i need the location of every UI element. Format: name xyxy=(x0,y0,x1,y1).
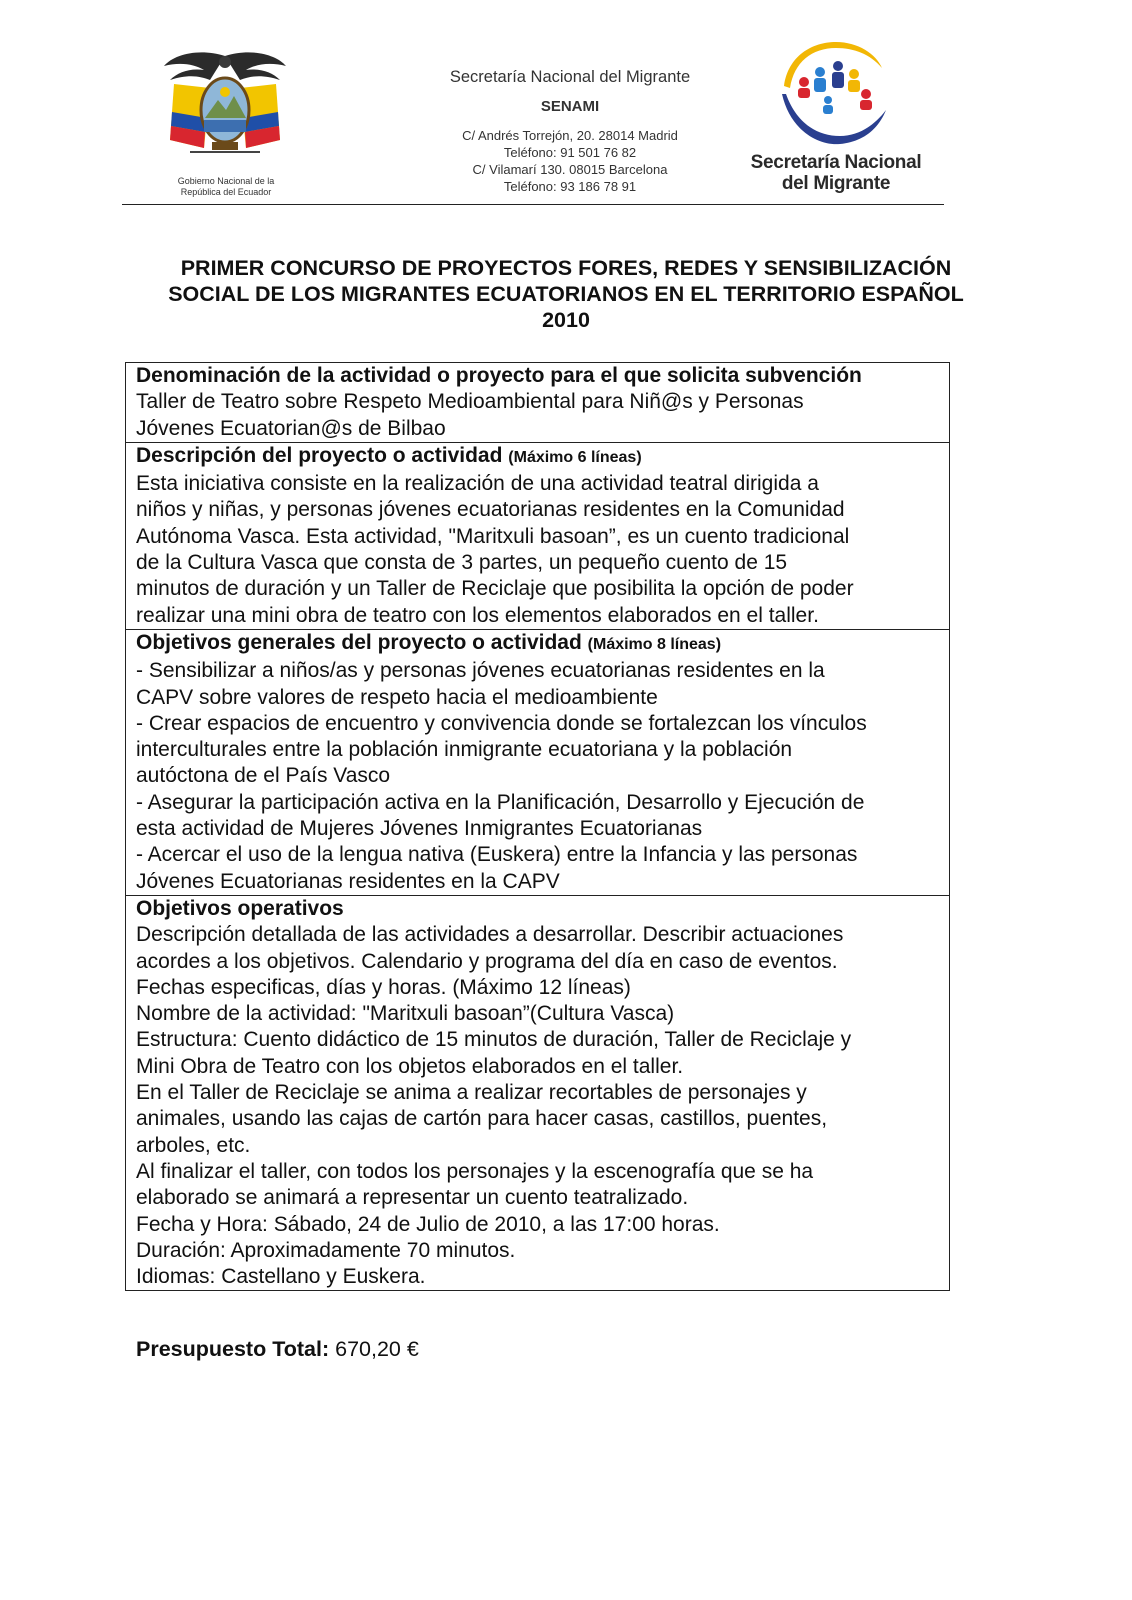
section-line: arboles, etc. xyxy=(136,1133,251,1157)
total-budget xyxy=(136,1336,419,1362)
section-line: En el Taller de Reciclaje se anima a realizar recortables de personajes y xyxy=(136,1081,807,1105)
address-line: C/ Vilamarí 130. 08015 Barcelona xyxy=(472,162,668,177)
section-line: Mini Obra de Teatro con los objetos elaborados en el taller. xyxy=(136,1054,684,1078)
section-line: Jóvenes Ecuatorianas residentes en la CAPV xyxy=(136,869,560,893)
section-heading-text: Objetivos operativos xyxy=(136,896,344,920)
section-line: Taller de Teatro sobre Respeto Medioambiental para Niñ@s y Personas xyxy=(136,390,804,414)
logo-wordmark-line: Secretaría Nacional xyxy=(750,152,922,173)
section-line: Jóvenes Ecuatorian@s de Bilbao xyxy=(136,416,446,440)
crest-caption-line: República del Ecuador xyxy=(180,187,272,197)
address-line: Teléfono: 93 186 78 91 xyxy=(503,179,637,194)
section-heading-text: Descripción del proyecto o actividad xyxy=(136,443,503,467)
budget-label: Presupuesto Total: xyxy=(136,1337,330,1361)
section-heading-text: Objetivos generales del proyecto o actividad xyxy=(136,630,582,654)
organization-acronym: SENAMI xyxy=(540,98,600,115)
logo-wordmark xyxy=(748,152,924,194)
section-line: Autónoma Vasca. Esta actividad, "Maritxuli basoan”, es un cuento tradicional xyxy=(136,524,850,548)
section-activity-name xyxy=(126,363,949,442)
title-line: 2010 xyxy=(542,308,590,332)
section-line: Al finalizar el taller, con todos los personajes y la escenografía que se ha xyxy=(136,1159,814,1183)
address-line: Teléfono: 91 501 76 82 xyxy=(503,145,637,160)
section-line: - Sensibilizar a niños/as y personas jóvenes ecuatorianas residentes en la xyxy=(136,659,825,683)
section-line: elaborado se animará a representar un cuento teatralizado. xyxy=(136,1186,689,1210)
section-line: de la Cultura Vasca que consta de 3 partes, un pequeño cuento de 15 xyxy=(136,551,788,575)
section-limit-note: (Máximo 8 líneas) xyxy=(587,635,722,653)
section-description xyxy=(126,442,949,629)
section-heading xyxy=(136,363,939,389)
section-line: minutos de duración y un Taller de Reciclaje que posibilita la opción de poder xyxy=(136,577,854,601)
application-form xyxy=(125,362,950,1291)
section-line: - Asegurar la participación activa en la Planificación, Desarrollo y Ejecución de xyxy=(136,790,865,814)
ecuador-coat-of-arms-icon xyxy=(160,48,290,160)
section-line: Descripción detallada de las actividades a desarrollar. Describir actuaciones xyxy=(136,923,844,947)
section-line: Fecha y Hora: Sábado, 24 de Julio de 2010, a las 17:00 horas. xyxy=(136,1212,720,1236)
document-title xyxy=(122,255,1010,333)
address-block xyxy=(400,127,740,195)
section-heading xyxy=(136,630,939,658)
section-line: Estructura: Cuento didáctico de 15 minutos de duración, Taller de Reciclaje y xyxy=(136,1028,852,1052)
section-line: - Crear espacios de encuentro y convivencia donde se fortalezcan los vínculos xyxy=(136,711,867,735)
section-line: realizar una mini obra de teatro con los elementos elaborados en el taller. xyxy=(136,603,819,627)
section-line: autóctona de el País Vasco xyxy=(136,764,391,788)
crest-caption xyxy=(158,176,294,198)
header-divider xyxy=(122,204,944,205)
title-line: SOCIAL DE LOS MIGRANTES ECUATORIANOS EN EL TERRITORIO ESPAÑOL xyxy=(168,282,964,306)
section-line: Esta iniciativa consiste en la realización de una actividad teatral dirigida a xyxy=(136,472,819,496)
section-line: Fechas especificas, días y horas. (Máximo 12 líneas) xyxy=(136,975,631,999)
organization-block xyxy=(400,66,740,195)
section-heading-text: Denominación de la actividad o proyecto para el que solicita subvención xyxy=(136,364,862,387)
crest-caption-line: Gobierno Nacional de la xyxy=(177,176,275,186)
section-operational-objectives xyxy=(126,895,949,1290)
section-general-objectives xyxy=(126,629,949,895)
section-line: niños y niñas, y personas jóvenes ecuatorianas residentes en la Comunidad xyxy=(136,498,845,522)
section-line: interculturales entre la población inmigrante ecuatoriana y la población xyxy=(136,738,793,762)
senami-logo-icon xyxy=(778,38,890,148)
section-line: animales, usando las cajas de cartón para hacer casas, castillos, puentes, xyxy=(136,1107,828,1131)
logo-wordmark-line: del Migrante xyxy=(781,173,891,194)
budget-value: 670,20 € xyxy=(335,1337,419,1361)
section-line: - Acercar el uso de la lengua nativa (Euskera) entre la Infancia y las personas xyxy=(136,843,858,867)
section-heading xyxy=(136,896,939,922)
section-limit-note: (Máximo 6 líneas) xyxy=(508,448,642,466)
section-line: Duración: Aproximadamente 70 minutos. xyxy=(136,1238,516,1262)
organization-name: Secretaría Nacional del Migrante xyxy=(449,68,691,86)
title-line: PRIMER CONCURSO DE PROYECTOS FORES, REDES Y SENSIBILIZACIÓN xyxy=(180,256,952,280)
section-line: acordes a los objetivos. Calendario y programa del día en caso de eventos. xyxy=(136,949,838,973)
section-line: Nombre de la actividad: "Maritxuli basoan”(Cultura Vasca) xyxy=(136,1002,675,1026)
section-line: esta actividad de Mujeres Jóvenes Inmigrantes Ecuatorianas xyxy=(136,817,703,841)
section-heading xyxy=(136,443,939,471)
section-line: CAPV sobre valores de respeto hacia el medioambiente xyxy=(136,685,658,709)
section-line: Idiomas: Castellano y Euskera. xyxy=(136,1265,426,1289)
address-line: C/ Andrés Torrejón, 20. 28014 Madrid xyxy=(462,128,678,143)
letterhead xyxy=(0,0,1132,210)
